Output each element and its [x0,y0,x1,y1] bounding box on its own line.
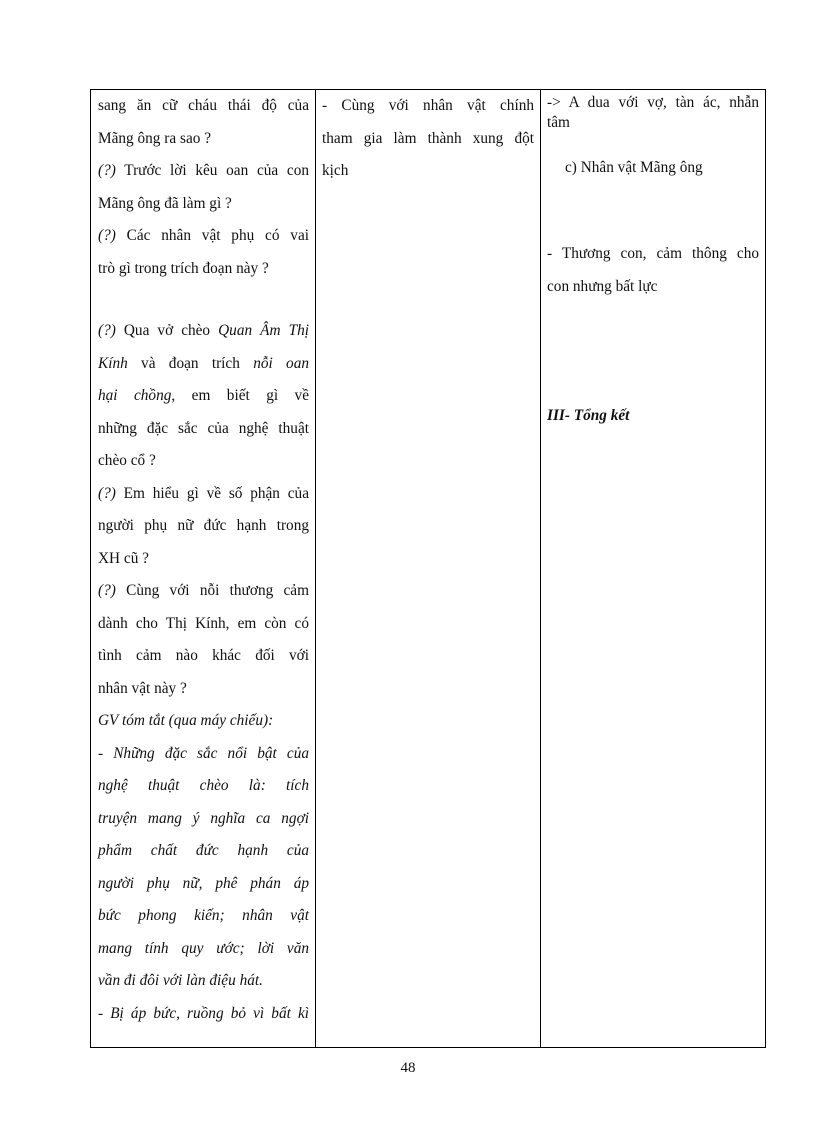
text-line: trò gì trong trích đoạn này ? [98,259,269,277]
text-line: Kính và đoạn trích nỗi oan [98,354,309,372]
text-line: con nhưng bất lực [547,277,658,295]
teacher-summary-heading: GV tóm tắt (qua máy chiếu): [98,712,274,729]
text-line: Mãng ông ra sao ? [98,129,211,147]
question-line: (?) Em hiểu gì về số phận của [98,484,309,502]
page-number: 48 [400,1060,416,1076]
text-line: những đặc sắc của nghệ thuật [98,419,309,437]
question-line: (?) Trước lời kêu oan của con [98,162,309,179]
text-line: Mãng ông đã làm gì ? [98,194,232,212]
summary-line: phẩm chất đức hạnh của [98,842,309,859]
section-heading [547,400,759,433]
text-line: nhân vật này ? [98,679,187,697]
summary-line: - Những đặc sắc nổi bật của [98,744,309,762]
content-column [541,90,765,1047]
text-line: người phụ nữ đức hạnh trong [98,517,309,534]
text-line: kịch [322,162,349,179]
questions-block-1 [98,90,309,285]
content-a1 [547,93,759,133]
heading-c [565,152,755,185]
text-line: tham gia làm thành xung đột [322,129,534,147]
question-line: (?) Các nhân vật phụ có vai [98,227,309,244]
text-line: hại chồng, em biết gì về [98,387,309,404]
summary-line: truyện mang ý nghĩa ca ngợi [98,809,309,827]
subheading: c) Nhân vật Mãng ông [565,159,703,176]
text-line: -> A dua với vợ, tàn ác, nhẫn [547,94,759,111]
summary-line: mang tính quy ước; lời văn [98,939,309,957]
text-line: - Thương con, cảm thông cho [547,245,759,262]
activity-column [316,90,541,1047]
question-line: (?) Qua vở chèo Quan Âm Thị [98,322,309,339]
activity-block [322,90,534,188]
text-line: chèo cổ ? [98,452,156,469]
questions-block-2 [98,315,309,1030]
content-c [547,238,759,303]
summary-line: - Bị áp bức, ruồng bỏ vì bất kì [98,1004,309,1022]
summary-line: bức phong kiến; nhân vật [98,907,309,924]
lesson-table [90,89,766,1048]
questions-column [91,90,316,1047]
question-line: (?) Cùng với nỗi thương cảm [98,582,309,599]
section-title: III- Tổng kết [547,407,630,424]
text-line: - Cùng với nhân vật chính [322,97,534,114]
text-line: sang ăn cữ cháu thái độ của [98,97,309,114]
summary-line: nghệ thuật chèo là: tích [98,777,309,794]
text-line: tình cảm nào khác đối với [98,647,309,664]
summary-line: vần đi đôi với làn điệu hát. [98,972,263,989]
text-line: dành cho Thị Kính, em còn có [98,614,309,632]
text-line: XH cũ ? [98,549,149,567]
text-line: tâm [547,114,570,131]
summary-line: người phụ nữ, phê phán áp [98,874,309,892]
